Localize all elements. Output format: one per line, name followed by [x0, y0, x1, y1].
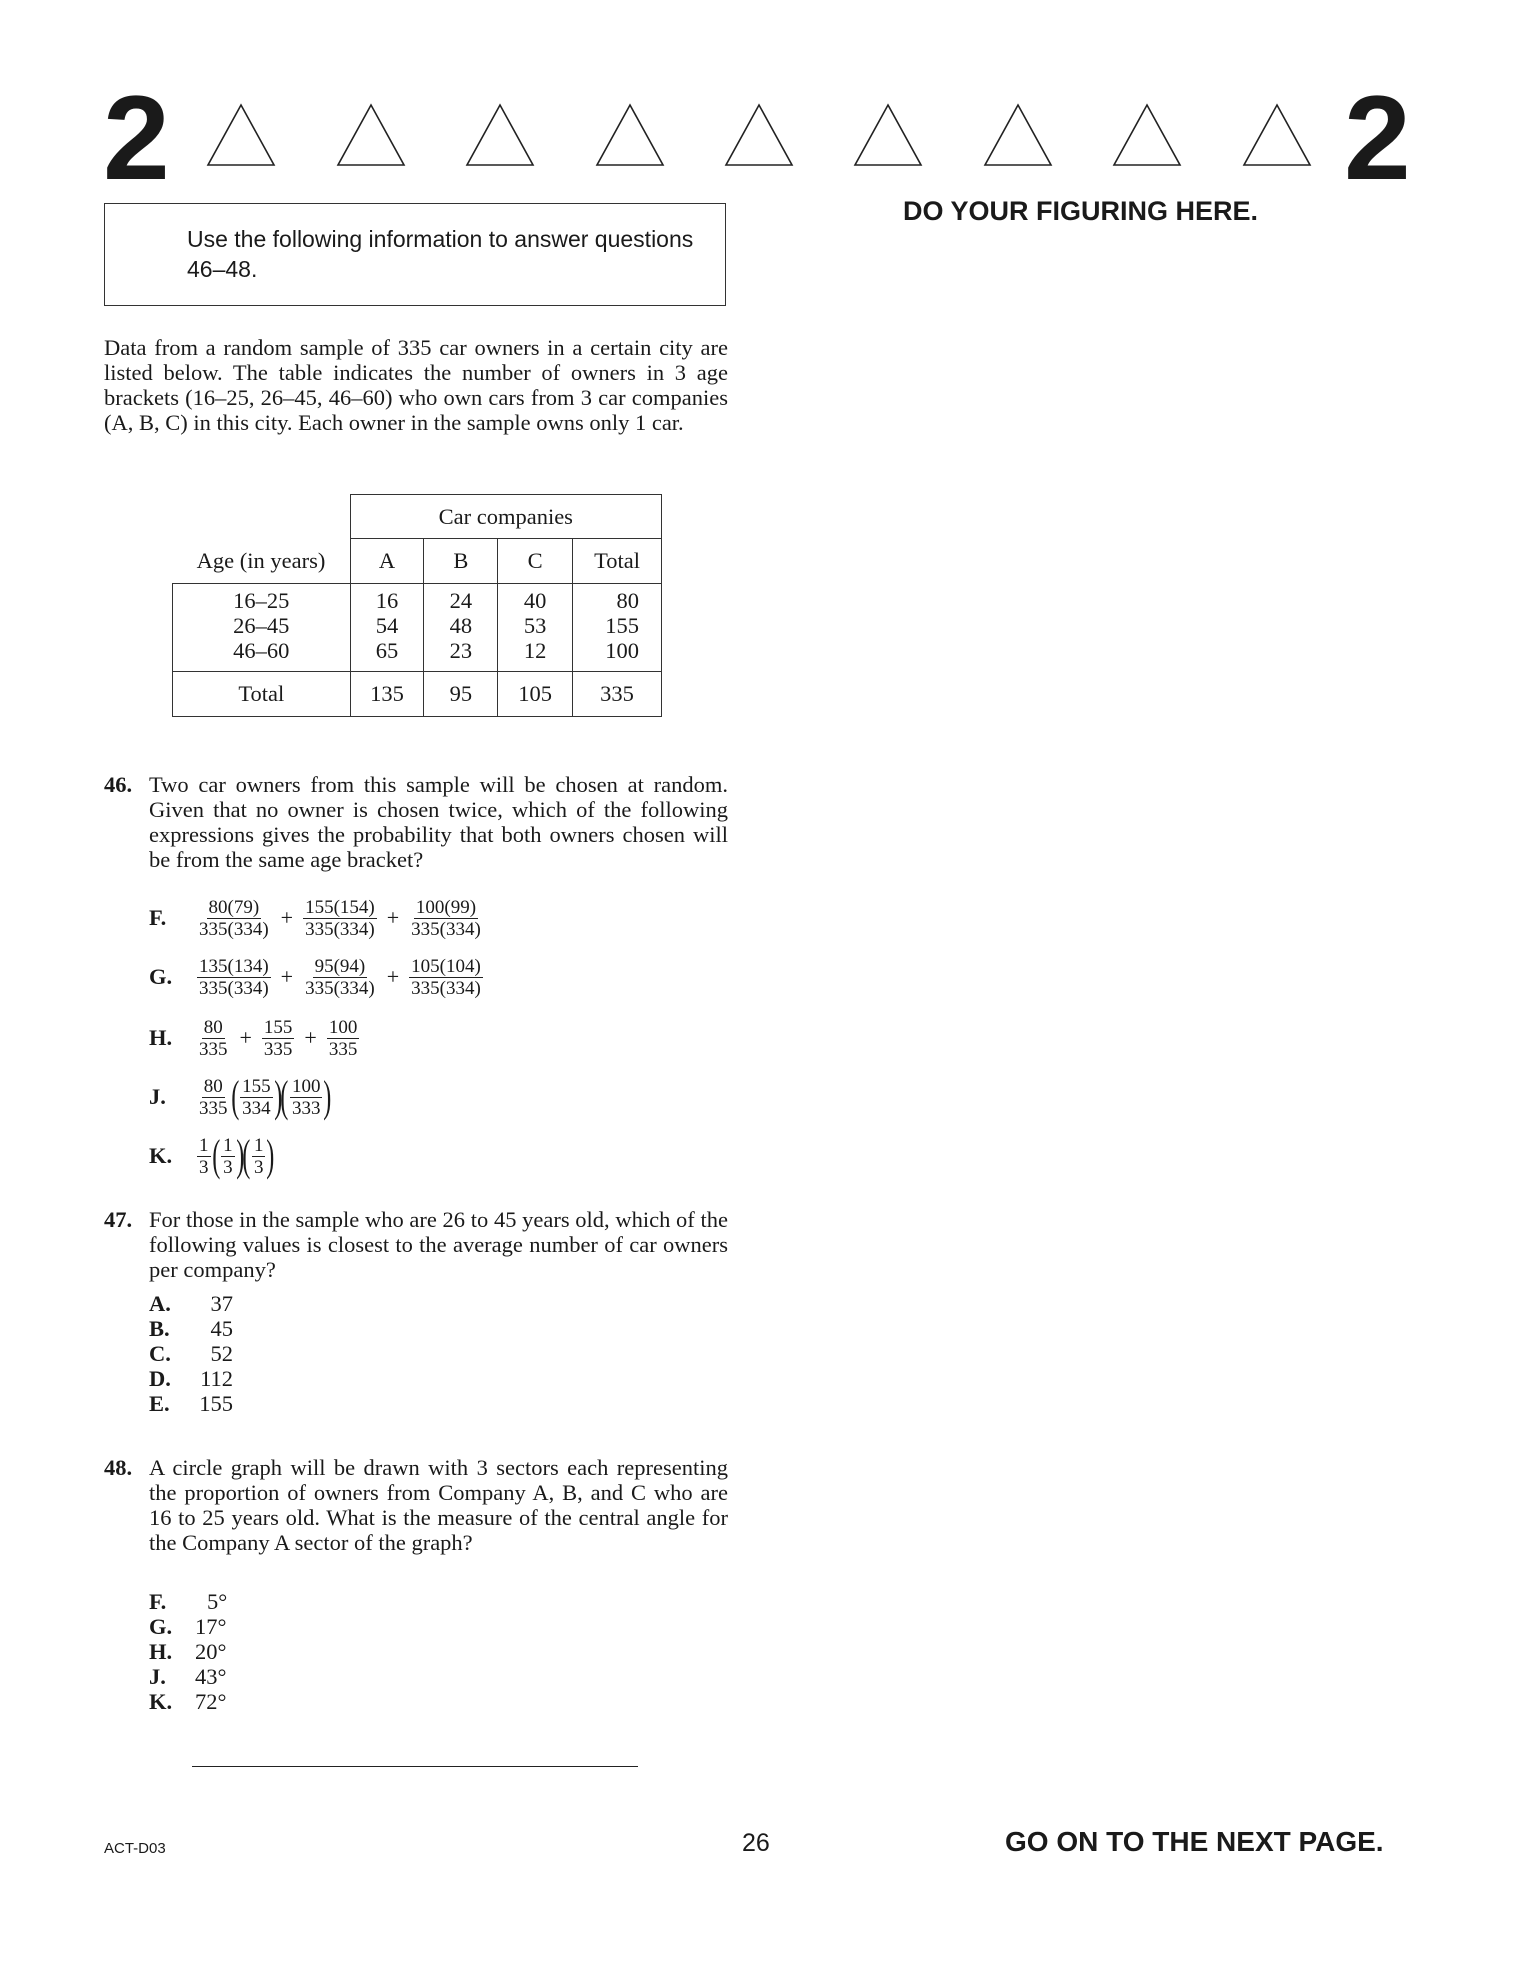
option-46-g[interactable]: G. $\frac{135(134)}{335(334)}$ + $\frac{95(94)}{335(334)}$ + $\frac{105(104)}{335(334)}$	[149, 955, 481, 999]
section-number-right: 2	[1344, 71, 1409, 205]
option-46-k[interactable]: K. $\frac{1}{3}$ ( $\frac{1}{3}$ ) ( $\frac{1}{3}$ )	[149, 1131, 275, 1180]
triangle-outline-icon	[853, 103, 923, 167]
question-47-text: For those in the sample who are 26 to 45 years old, which of the following values is closest to the average number of car owners per company?	[149, 1207, 728, 1282]
triangle-outline-icon	[1242, 103, 1312, 167]
option-48-j[interactable]: J. 43°	[149, 1664, 227, 1689]
info-box-text: Use the following information to answer questions 46–48.	[187, 226, 694, 282]
figuring-label: DO YOUR FIGURING HERE.	[903, 196, 1259, 226]
col-header-c: C	[498, 539, 573, 584]
option-46-j[interactable]: J. $\frac{80}{335}$ ( $\frac{155}{334}$ ) ( $\frac{100}{333}$ )	[149, 1072, 332, 1121]
option-48-h[interactable]: H. 20°	[149, 1639, 227, 1664]
group-header: Car companies	[350, 495, 661, 539]
option-47-a[interactable]: A. 37	[149, 1291, 233, 1316]
triangle-row	[206, 103, 1326, 175]
question-48-number: 48.	[104, 1455, 133, 1480]
question-48-text: A circle graph will be drawn with 3 sectors each representing the proportion of owners from Company A, B, and C who are 16 to 25 years old. What is the measure of the central angle for the Company A sector of the graph?	[149, 1455, 728, 1555]
intro-paragraph: Data from a random sample of 335 car owners in a certain city are listed below. The table indicates the number of owners in 3 age brackets (16–25, 26–45, 46–60) who own cars from 3 car companies (A, B, C) in this city. Each owner in the sample owns only 1 car.	[104, 335, 728, 435]
row-header: Age (in years)	[173, 495, 351, 584]
triangle-outline-icon	[336, 103, 406, 167]
option-46-h[interactable]: H. $\frac{80}{335}$ + $\frac{155}{335}$ + $\frac{100}{335}$	[149, 1016, 358, 1060]
option-47-c[interactable]: C. 52	[149, 1341, 233, 1366]
next-page-label: GO ON TO THE NEXT PAGE.	[1005, 1826, 1384, 1857]
total-a: 135	[350, 672, 424, 717]
question-46-number: 46.	[104, 772, 133, 797]
table-row	[173, 584, 662, 672]
option-46-f[interactable]: F. $\frac{80(79)}{335(334)}$ + $\frac{155(154)}{335(334)}$ + $\frac{100(99)}{335(334)}$	[149, 896, 481, 940]
triangle-outline-icon	[1112, 103, 1182, 167]
total-b: 95	[424, 672, 498, 717]
triangle-outline-icon	[724, 103, 794, 167]
triangle-outline-icon	[206, 103, 276, 167]
data-table	[172, 494, 662, 717]
cell-c: 40 53 12	[498, 584, 573, 672]
cell-b: 24 48 23	[424, 584, 498, 672]
total-row	[173, 672, 662, 717]
cell-total: 80 155 100	[573, 584, 662, 672]
footer-code: ACT-D03	[104, 1840, 166, 1857]
total-total: 335	[573, 672, 662, 717]
end-rule	[192, 1766, 638, 1767]
option-47-b[interactable]: B. 45	[149, 1316, 233, 1341]
triangle-outline-icon	[983, 103, 1053, 167]
triangle-outline-icon	[465, 103, 535, 167]
page-number: 26	[742, 1829, 770, 1857]
option-48-g[interactable]: G. 17°	[149, 1614, 227, 1639]
age-cell: 16–25 26–45 46–60	[173, 584, 351, 672]
col-header-b: B	[424, 539, 498, 584]
option-47-e[interactable]: E. 155	[149, 1391, 233, 1416]
info-box	[104, 203, 726, 306]
cell-a: 16 54 65	[350, 584, 424, 672]
option-48-k[interactable]: K. 72°	[149, 1689, 227, 1714]
total-label: Total	[173, 672, 351, 717]
col-header-a: A	[350, 539, 424, 584]
section-number-left: 2	[103, 71, 168, 205]
triangle-outline-icon	[595, 103, 665, 167]
option-48-f[interactable]: F. 5°	[149, 1589, 228, 1614]
col-header-total: Total	[573, 539, 662, 584]
question-46-text: Two car owners from this sample will be chosen at random. Given that no owner is chosen twice, which of the following expressions gives the probability that both owners chosen will be from the same age bracket?	[149, 772, 728, 872]
option-47-d[interactable]: D. 112	[149, 1366, 233, 1391]
total-c: 105	[498, 672, 573, 717]
question-47-number: 47.	[104, 1207, 133, 1232]
